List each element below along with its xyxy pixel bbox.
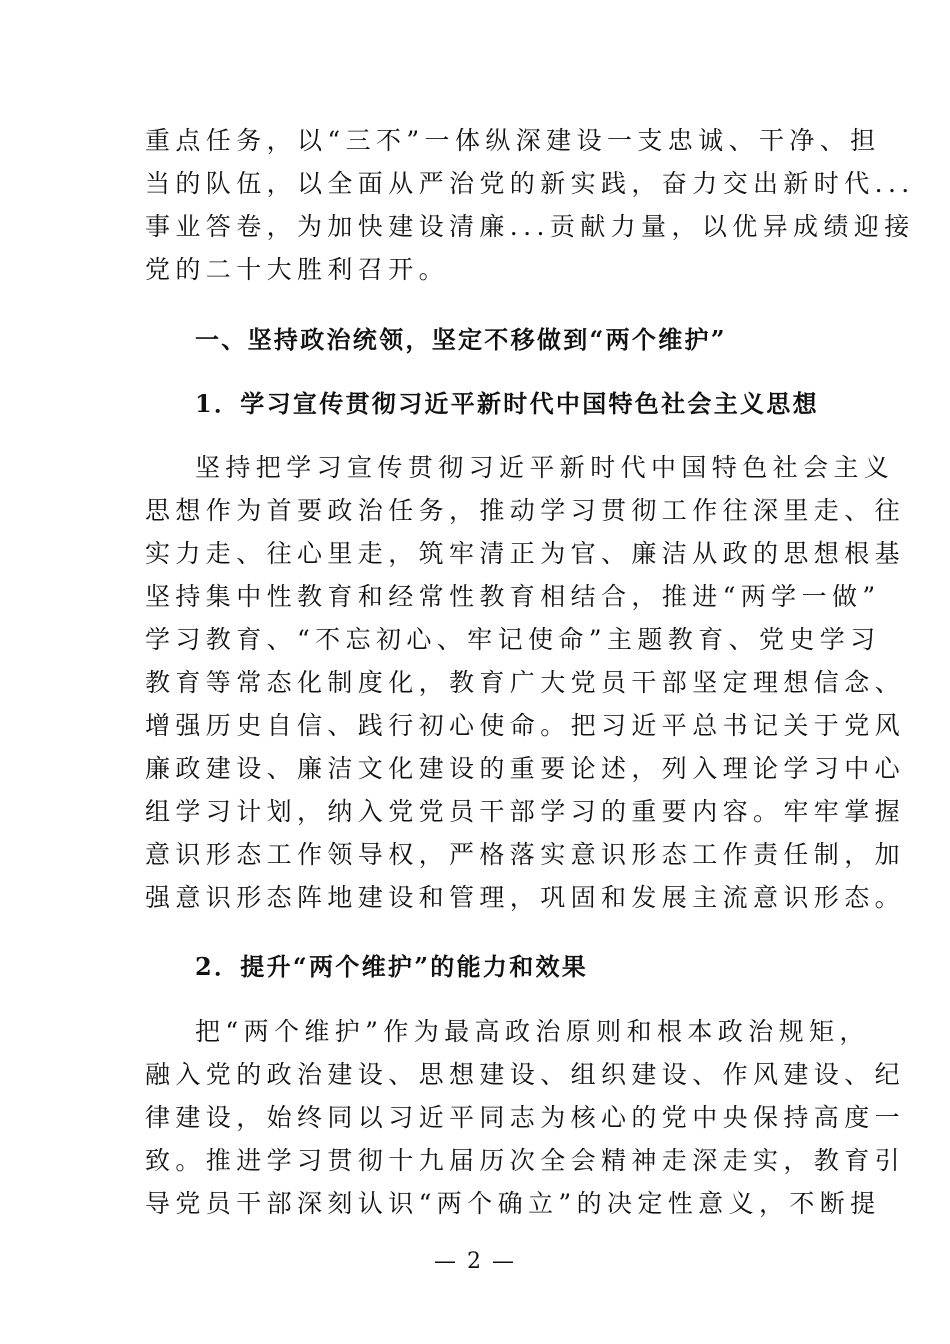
paragraph-1-line-3: 事业答卷，为加快建设清廉...贡献力量，以优异成绩迎接 (145, 212, 915, 241)
paragraph-2-line-9: 组学习计划，纳入党党员干部学习的重要内容。牢牢掌握 (145, 797, 906, 826)
paragraph-2-line-4: 坚持集中性教育和经常性教育相结合，推进“两学一做” (145, 582, 881, 611)
paragraph-3-line-4: 致。推进学习贯彻十九届历次全会精神走深走实，教育引 (145, 1146, 906, 1175)
paragraph-2-line-7: 增强历史自信、践行初心使命。把习近平总书记关于党风 (145, 711, 906, 740)
page-number: — 2 — (434, 1249, 516, 1274)
section-heading-1: 一、坚持政治统领，坚定不移做到“两个维护” (195, 325, 727, 354)
paragraph-3-line-2: 融入党的政治建设、思想建设、组织建设、作风建设、纪 (145, 1060, 906, 1089)
paragraph-2-line-10: 意识形态工作领导权，严格落实意识形态工作责任制，加 (145, 840, 906, 869)
paragraph-2-line-1: 坚持把学习宣传贯彻习近平新时代中国特色社会主义 (195, 453, 895, 482)
paragraph-1-line-1: 重点任务，以“三不”一体纵深建设一支忠诚、干净、担 (145, 126, 881, 155)
paragraph-2-line-11: 强意识形态阵地建设和管理，巩固和发展主流意识形态。 (145, 883, 906, 912)
subsection-heading-1: 1．学习宣传贯彻习近平新时代中国特色社会主义思想 (195, 389, 819, 418)
paragraph-2-line-3: 实力走、往心里走，筑牢清正为官、廉洁从政的思想根基 (145, 539, 906, 568)
paragraph-1-line-2: 当的队伍，以全面从严治党的新实践，奋力交出新时代... (145, 169, 915, 198)
paragraph-3-line-1: 把“两个维护”作为最高政治原则和根本政治规矩， (195, 1017, 870, 1046)
paragraph-2-line-5: 学习教育、“不忘初心、牢记使命”主题教育、党史学习 (145, 625, 881, 654)
paragraph-3-line-5: 导党员干部深刻认识“两个确立”的决定性意义，不断提 (145, 1189, 881, 1218)
paragraph-1-line-4: 党的二十大胜利召开。 (145, 255, 450, 284)
paragraph-3-line-3: 律建设，始终同以习近平同志为核心的党中央保持高度一 (145, 1103, 906, 1132)
paragraph-2-line-6: 教育等常态化制度化，教育广大党员干部坚定理想信念、 (145, 668, 906, 697)
subsection-heading-2: 2．提升“两个维护”的能力和效果 (195, 952, 589, 981)
paragraph-2-line-8: 廉政建设、廉洁文化建设的重要论述，列入理论学习中心 (145, 754, 906, 783)
paragraph-2-line-2: 思想作为首要政治任务，推动学习贯彻工作往深里走、往 (145, 496, 906, 525)
